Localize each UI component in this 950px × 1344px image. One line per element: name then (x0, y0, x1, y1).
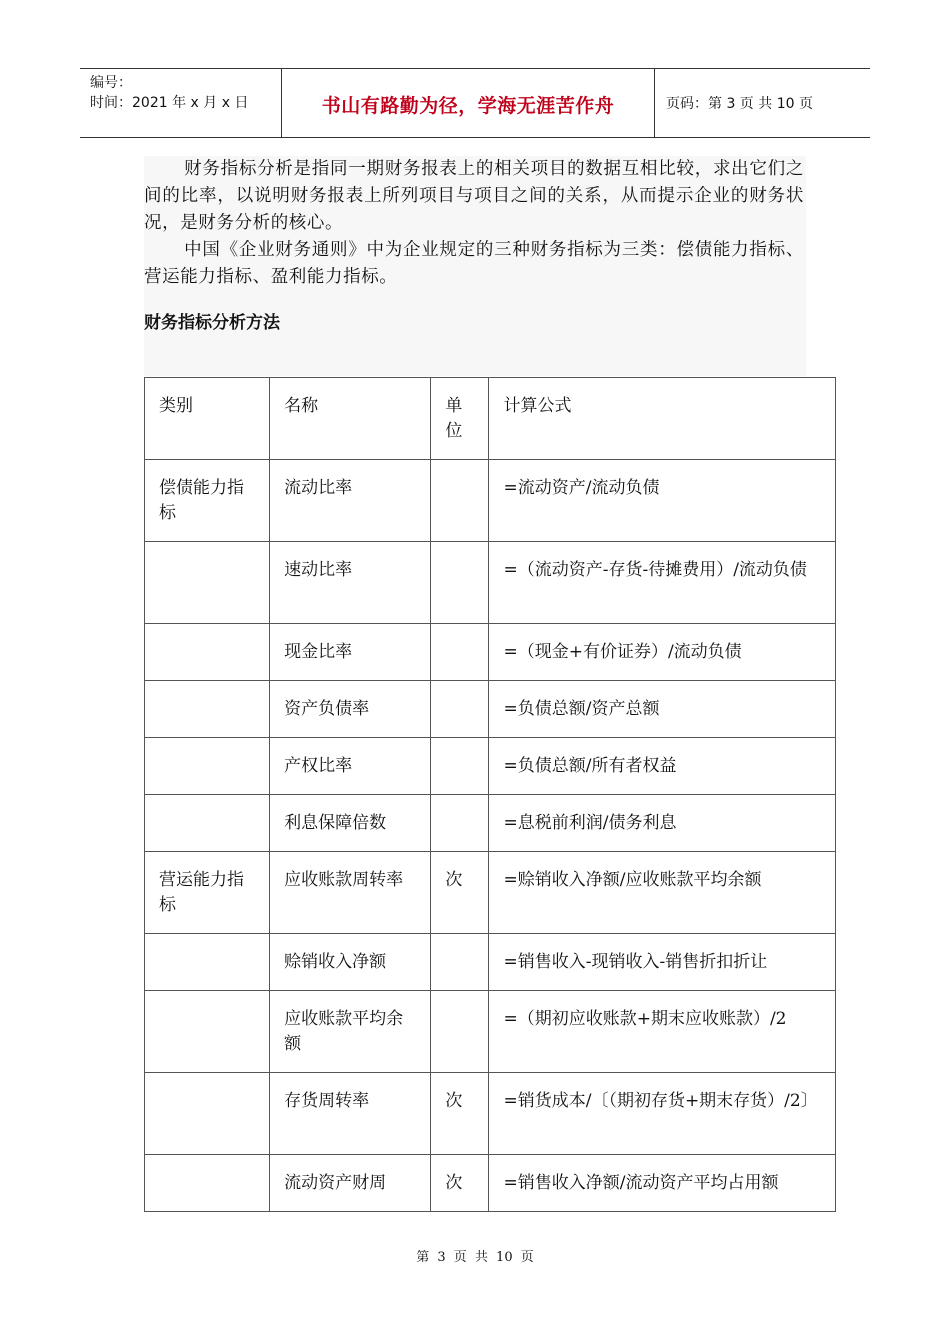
table-row (145, 934, 836, 991)
header-meta (90, 73, 248, 113)
document-number: 编号： (90, 75, 132, 91)
cell-unit (431, 738, 489, 795)
table-row (145, 460, 836, 542)
table-row (145, 1155, 836, 1212)
header-name: 名称 (270, 378, 431, 460)
cell-unit (431, 460, 489, 542)
table-row (145, 852, 836, 934)
cell-name: 存货周转率 (270, 1073, 431, 1155)
cell-unit (431, 542, 489, 624)
cell-name: 资产负债率 (270, 681, 431, 738)
page-footer: 第 3 页 共 10 页 (416, 1250, 534, 1265)
cell-name: 赊销收入净额 (270, 934, 431, 991)
table-row (145, 681, 836, 738)
header-formula: 计算公式 (489, 378, 836, 460)
cell-unit (431, 624, 489, 681)
cell-name: 产权比率 (270, 738, 431, 795)
cell-formula: =销售收入净额/流动资产平均占用额 (489, 1155, 836, 1212)
table-row (145, 1073, 836, 1155)
cell-category (145, 934, 270, 991)
cell-category (145, 1073, 270, 1155)
cell-name: 流动资产财周 (270, 1155, 431, 1212)
cell-category (145, 738, 270, 795)
cell-formula: =负债总额/资产总额 (489, 681, 836, 738)
financial-indicators-table (144, 377, 836, 1212)
header-category: 类别 (145, 378, 270, 460)
cell-category (145, 681, 270, 738)
cell-category (145, 1155, 270, 1212)
cell-formula: =流动资产/流动负债 (489, 460, 836, 542)
cell-name: 利息保障倍数 (270, 795, 431, 852)
cell-formula: =（期初应收账款+期末应收账款）/2 (489, 991, 836, 1073)
intro-paragraph-1-text: 财务指标分析是指同一期财务报表上的相关项目的数据互相比较，求出它们之间的比率，以说明财务报表上所列项目与项目之间的关系，从而提示企业的财务状况，是财务分析的核心。 (144, 159, 804, 233)
cell-unit: 次 (431, 852, 489, 934)
header-divider (654, 69, 655, 137)
table-row (145, 795, 836, 852)
intro-paragraph-1 (144, 156, 804, 237)
table-header-row (145, 378, 836, 460)
cell-category (145, 795, 270, 852)
table-row (145, 542, 836, 624)
cell-formula: =息税前利润/债务利息 (489, 795, 836, 852)
cell-category (145, 542, 270, 624)
page-header (80, 68, 870, 138)
table-row (145, 991, 836, 1073)
cell-unit (431, 934, 489, 991)
cell-unit (431, 681, 489, 738)
cell-formula: =赊销收入净额/应收账款平均余额 (489, 852, 836, 934)
cell-unit: 次 (431, 1155, 489, 1212)
section-heading: 财务指标分析方法 (144, 313, 280, 333)
cell-category: 偿债能力指标 (145, 460, 270, 542)
intro-section (144, 156, 806, 376)
cell-formula: =销售收入-现销收入-销售折扣折让 (489, 934, 836, 991)
document-date: 时间：2021 年 x 月 x 日 (90, 95, 249, 111)
cell-formula: =（现金+有价证券）/流动负债 (489, 624, 836, 681)
cell-unit (431, 795, 489, 852)
intro-paragraph-2 (144, 237, 804, 291)
header-unit: 单位 (431, 378, 489, 460)
cell-formula: =销货成本/〔（期初存货+期末存货）/2〕 (489, 1073, 836, 1155)
cell-name: 应收账款周转率 (270, 852, 431, 934)
table-row (145, 624, 836, 681)
cell-formula: =（流动资产-存货-待摊费用）/流动负债 (489, 542, 836, 624)
cell-category: 营运能力指标 (145, 852, 270, 934)
cell-name: 应收账款平均余额 (270, 991, 431, 1073)
cell-unit (431, 991, 489, 1073)
header-motto: 书山有路勤为径，学海无涯苦作舟 (321, 95, 615, 117)
cell-category (145, 991, 270, 1073)
header-page-info: 页码：第 3 页 共 10 页 (666, 96, 813, 112)
cell-category (145, 624, 270, 681)
cell-name: 速动比率 (270, 542, 431, 624)
intro-paragraph-2-text: 中国《企业财务通则》中为企业规定的三种财务指标为三类：偿债能力指标、营运能力指标、盈利能力指标。 (144, 240, 804, 287)
cell-name: 现金比率 (270, 624, 431, 681)
cell-name: 流动比率 (270, 460, 431, 542)
cell-formula: =负债总额/所有者权益 (489, 738, 836, 795)
cell-unit: 次 (431, 1073, 489, 1155)
table-row (145, 738, 836, 795)
